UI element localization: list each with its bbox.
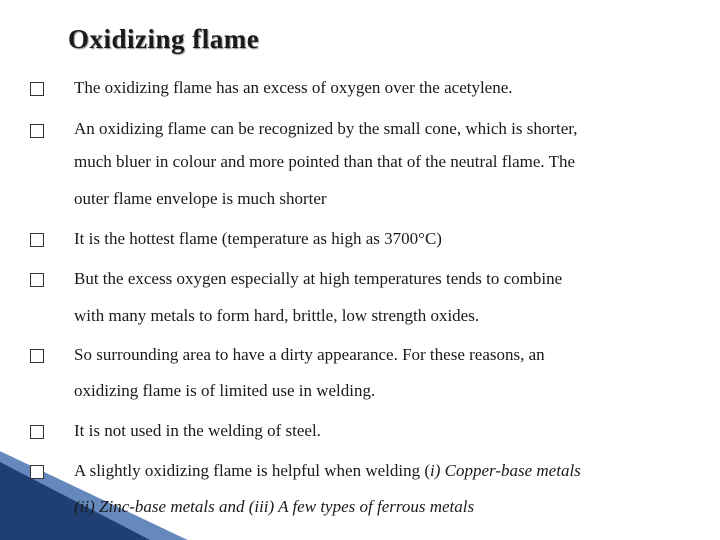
bullet-text: So surrounding area to have a dirty appearance. For these reasons, an	[74, 345, 545, 364]
bullet-icon	[30, 273, 44, 287]
bullet-text-italic: ) Copper-base metals	[434, 461, 581, 480]
bullet-text-continuation: outer flame envelope is much shorter	[74, 189, 327, 208]
bullet-text: An oxidizing flame can be recognized by the small cone, which is shorter,	[74, 119, 578, 138]
bullet-text	[74, 461, 581, 481]
bullet-text: It is the hottest flame (temperature as high as 3700°C)	[74, 229, 442, 248]
bullet-text-roman: i	[430, 461, 435, 480]
bullet-icon	[30, 124, 44, 138]
bullet-icon	[30, 82, 44, 96]
bullet-text-continuation: (ii) Zinc-base metals and (iii) A few types of ferrous metals	[74, 497, 475, 516]
bullet-text: The oxidizing flame has an excess of oxygen over the acetylene.	[74, 78, 513, 97]
bullet-text-continuation: oxidizing flame is of limited use in welding.	[74, 381, 376, 400]
bullet-text-continuation: much bluer in colour and more pointed than that of the neutral flame. The	[74, 152, 576, 171]
bullet-text-lead: A slightly oxidizing flame is helpful when welding (	[74, 461, 431, 480]
bullet-icon	[30, 349, 44, 363]
bullet-icon	[30, 465, 44, 479]
bullet-icon	[30, 233, 44, 247]
bullet-text: But the excess oxygen especially at high temperatures tends to combine	[74, 269, 563, 288]
bullet-icon	[30, 425, 44, 439]
bullet-text: It is not used in the welding of steel.	[74, 421, 321, 440]
slide-title: Oxidizing flame	[68, 24, 260, 54]
bullet-text-continuation: with many metals to form hard, brittle, low strength oxides.	[74, 306, 480, 325]
